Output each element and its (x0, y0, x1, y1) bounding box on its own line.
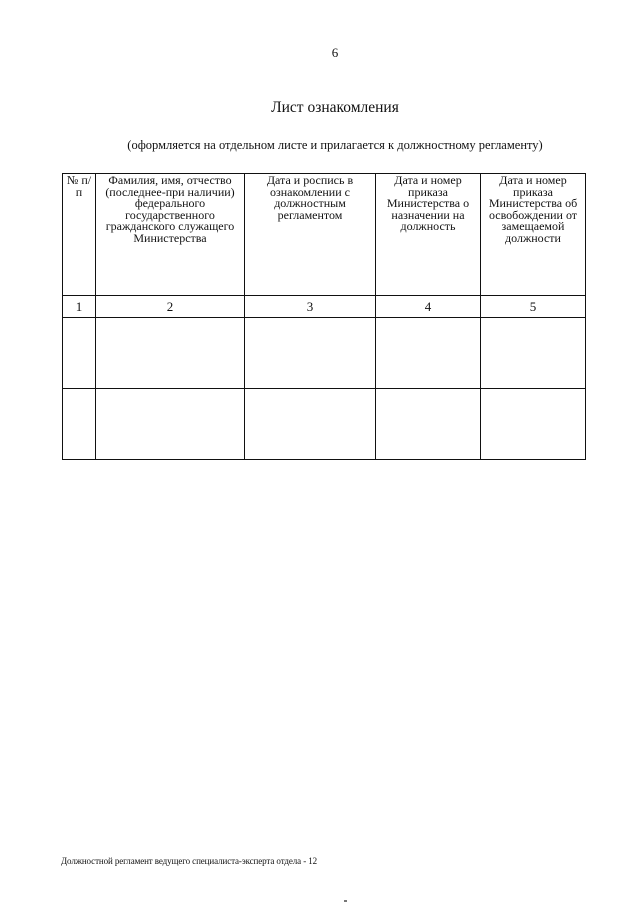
table-cell (481, 389, 586, 460)
header-cell-number (63, 174, 96, 296)
document-subtitle: (оформляется на отдельном листе и прилагается к должностному регламенту) (127, 138, 543, 152)
header-number-label: № п/п (66, 173, 92, 199)
table-cell (245, 389, 376, 460)
column-number-1: 1 (63, 296, 96, 318)
table-cell (63, 318, 96, 389)
header-cell-signature-date (245, 174, 376, 296)
table-cell (376, 389, 481, 460)
column-number-3: 3 (245, 296, 376, 318)
header-appointment-order-label: Дата и номер приказа Министерства о назначении на должность (386, 173, 470, 233)
table-header-row (63, 174, 586, 296)
table-cell (376, 318, 481, 389)
column-number-row (63, 296, 586, 318)
header-cell-full-name (96, 174, 245, 296)
header-cell-appointment-order (376, 174, 481, 296)
header-cell-dismissal-order (481, 174, 586, 296)
document-title: Лист ознакомления (271, 99, 399, 116)
header-full-name-label: Фамилия, имя, отчество (последнее-при наличии) федерального государственного гражданского служащего Министерства (105, 173, 235, 245)
table-cell (481, 318, 586, 389)
document-footer: Должностной регламент ведущего специалиста-эксперта отдела - 12 (61, 856, 318, 866)
table-cell (96, 318, 245, 389)
column-number-5: 5 (481, 296, 586, 318)
table-cell (63, 389, 96, 460)
header-signature-date-label: Дата и роспись в ознакомлении с должностным регламентом (266, 173, 354, 222)
column-number-2: 2 (96, 296, 245, 318)
scan-artifact (344, 900, 347, 902)
column-number-4: 4 (376, 296, 481, 318)
table-row (63, 389, 586, 460)
table-cell (96, 389, 245, 460)
acknowledgment-table (62, 173, 586, 460)
table-cell (245, 318, 376, 389)
table-row (63, 318, 586, 389)
page-number: 6 (331, 45, 339, 60)
header-dismissal-order-label: Дата и номер приказа Министерства об освобождении от замещаемой должности (488, 173, 578, 245)
